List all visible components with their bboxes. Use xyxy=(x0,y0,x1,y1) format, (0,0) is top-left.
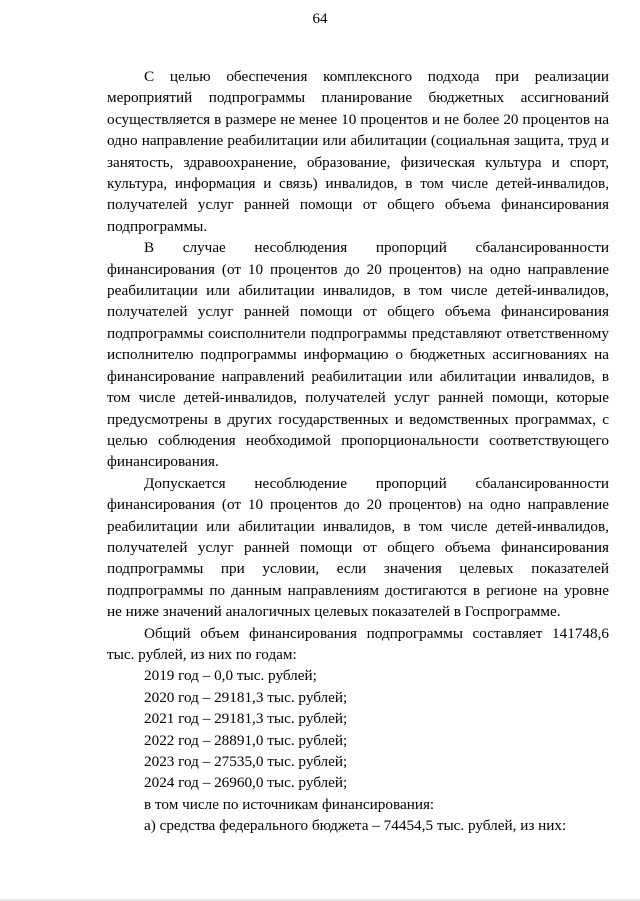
paragraph-allowed-deviation: Допускается несоблюдение пропорций сбалансированности финансирования (от 10 процентов до 20 процентов) на одно направление реабилитации или абилитации инвалидов, в том числе детей-инвалидов, получателей услуг ранней помощи от общего объема финансирования подпрограммы при условии, если значения целевых показателей подпрограммы по данным направлениям достигаются в регионе на уровне не ниже значений аналогичных целевых показателей в Госпрограмме. xyxy=(107,474,609,621)
paragraph-noncompliance: В случае несоблюдения пропорций сбалансированности финансирования (от 10 процентов до 20 процентов) на одно направление реабилитации или абилитации инвалидов, в том числе детей-инвалидов, получателей услуг ранней помощи от общего объема финансирования подпрограммы соисполнители подпрограммы представляют ответственному исполнителю подпрограммы информацию о бюджетных ассигнованиях на финансирование направлений реабилитации или абилитации инвалидов, в том числе детей-инвалидов, получателей услуг ранней помощи, которые предусмотрены в других государственных и ведомственных программах, с целью соблюдения необходимой пропорциональности соответствующего финансирования. xyxy=(107,239,609,471)
funding-by-year-list xyxy=(107,665,609,793)
paragraph-total-funding: Общий объем финансирования подпрограммы составляет 141748,6 тыс. рублей, из них по годам: xyxy=(107,624,609,663)
paragraph-planning: С целью обеспечения комплексного подхода при реализации мероприятий подпрограммы планирование бюджетных ассигнований осуществляется в размере не менее 10 процентов и не более 20 процентов на одно направление реабилитации или абилитации (социальная защита, труд и занятость, здравоохранение, образование, физическая культура и спорт, культура, информация и связь) инвалидов, в том числе детей-инвалидов, получателей услуг ранней помощи от общего объема финансирования подпрограммы. xyxy=(107,68,609,235)
list-item: 2023 год – 27535,0 тыс. рублей; xyxy=(144,753,348,770)
list-item: 2022 год – 28891,0 тыс. рублей; xyxy=(144,731,348,749)
page-number: 64 xyxy=(312,11,328,27)
list-item: 2020 год – 29181,3 тыс. рублей; xyxy=(144,688,348,706)
list-item: 2019 год – 0,0 тыс. рублей; xyxy=(144,667,317,685)
document-body xyxy=(107,66,609,837)
funding-sources-intro: в том числе по источникам финансирования: xyxy=(144,795,435,813)
list-item: 2021 год – 29181,3 тыс. рублей; xyxy=(144,710,348,728)
federal-budget-line: а) средства федерального бюджета – 74454,5 тыс. рублей, из них: xyxy=(144,817,567,835)
list-item: 2024 год – 26960,0 тыс. рублей; xyxy=(144,774,348,792)
